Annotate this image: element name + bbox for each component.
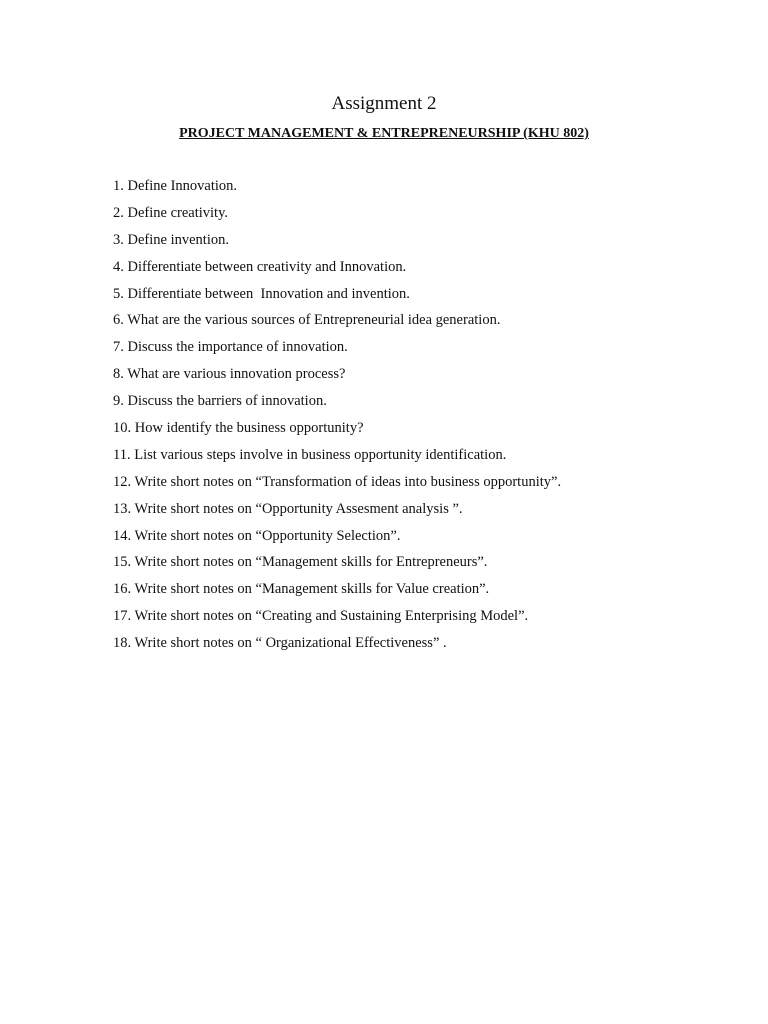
question-item: 17. Write short notes on “Creating and Sustaining Enterprising Model”.: [113, 608, 529, 625]
question-item: 14. Write short notes on “Opportunity Selection”.: [113, 527, 401, 544]
question-item: 6. What are the various sources of Entrepreneurial idea generation.: [113, 312, 501, 329]
question-item: 18. Write short notes on “ Organizational Effectiveness” .: [113, 635, 447, 652]
question-list: [113, 177, 713, 661]
course-subtitle: PROJECT MANAGEMENT & ENTREPRENEURSHIP (KHU 802): [179, 126, 589, 141]
question-item: 11. List various steps involve in business opportunity identification.: [113, 446, 507, 463]
question-item: 2. Define creativity.: [113, 204, 229, 221]
question-item: 16. Write short notes on “Management skills for Value creation”.: [113, 581, 490, 598]
question-item: 13. Write short notes on “Opportunity Assesment analysis ”.: [113, 500, 463, 517]
question-item: 15. Write short notes on “Management skills for Entrepreneurs”.: [113, 554, 488, 571]
question-item: 4. Differentiate between creativity and Innovation.: [113, 258, 407, 275]
question-item: 3. Define invention.: [113, 231, 229, 248]
question-item: 9. Discuss the barriers of innovation.: [113, 393, 327, 410]
page-title: Assignment 2: [331, 93, 437, 114]
question-item: 5. Differentiate between Innovation and invention.: [113, 285, 410, 302]
question-item: 10. How identify the business opportunity?: [113, 420, 364, 437]
question-item: 8. What are various innovation process?: [113, 366, 346, 383]
question-item: 12. Write short notes on “Transformation of ideas into business opportunity”.: [113, 473, 562, 490]
question-item: 7. Discuss the importance of innovation.: [113, 339, 348, 356]
question-item: 1. Define Innovation.: [113, 178, 238, 194]
